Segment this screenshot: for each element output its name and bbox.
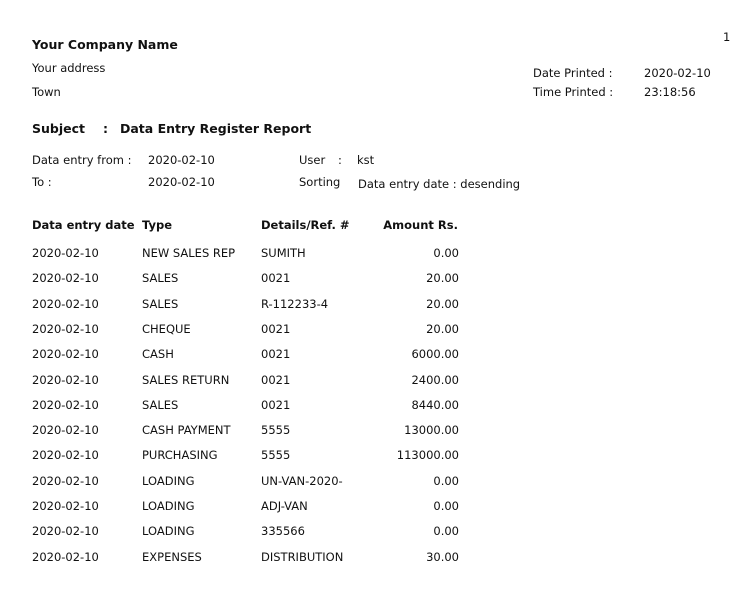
cell-details: DISTRIBUTION [261, 549, 344, 564]
cell-details: R-112233-4 [261, 296, 329, 311]
cell-details: 5555 [261, 448, 291, 463]
to-label: To : [32, 175, 52, 189]
user-separator: : [338, 153, 342, 167]
cell-date: 2020-02-10 [32, 549, 99, 564]
table-row [0, 474, 754, 492]
cell-amount: 13000.00 [404, 423, 459, 438]
company-name: Your Company Name [32, 37, 178, 52]
cell-amount: 0.00 [433, 473, 459, 488]
sorting-value: Data entry date : desending [358, 177, 521, 191]
column-header-date: Data entry date [32, 218, 135, 232]
cell-date: 2020-02-10 [32, 246, 99, 260]
cell-amount: 0.00 [433, 524, 459, 539]
sorting-label: Sorting [299, 175, 341, 189]
table-row [0, 499, 754, 517]
cell-type: CASH [142, 347, 174, 362]
table-row [0, 347, 754, 365]
date-printed-value: 2020-02-10 [644, 66, 711, 80]
cell-date: 2020-02-10 [32, 423, 99, 438]
cell-details: SUMITH [261, 246, 306, 260]
cell-amount: 20.00 [426, 321, 459, 336]
table-row [0, 322, 754, 340]
cell-date: 2020-02-10 [32, 524, 99, 539]
column-header-amount: Amount Rs. [383, 218, 458, 232]
table-row [0, 524, 754, 542]
cell-details: 0021 [261, 397, 291, 412]
cell-type: SALES [142, 397, 179, 412]
cell-amount: 113000.00 [396, 448, 459, 463]
cell-details: 0021 [261, 347, 291, 362]
time-printed-label: Time Printed : [533, 85, 614, 99]
table-row [0, 297, 754, 315]
cell-amount: 2400.00 [411, 372, 459, 387]
cell-date: 2020-02-10 [32, 448, 99, 463]
user-value: kst [357, 153, 375, 167]
date-printed-label: Date Printed : [533, 66, 613, 80]
table-row [0, 398, 754, 416]
cell-amount: 20.00 [426, 271, 459, 286]
cell-details: 0021 [261, 372, 291, 387]
page-number: 1 [723, 30, 731, 44]
cell-amount: 20.00 [426, 296, 459, 311]
table-row [0, 271, 754, 289]
table-row [0, 373, 754, 391]
cell-type: SALES RETURN [142, 372, 230, 387]
cell-type: LOADING [142, 524, 195, 539]
cell-type: LOADING [142, 473, 195, 488]
cell-date: 2020-02-10 [32, 347, 99, 362]
cell-date: 2020-02-10 [32, 397, 99, 412]
table-row [0, 448, 754, 466]
cell-details: ADJ-VAN [261, 499, 308, 513]
cell-date: 2020-02-10 [32, 499, 99, 513]
subject-label: Subject [32, 121, 85, 136]
cell-amount: 30.00 [426, 549, 459, 564]
column-header-details: Details/Ref. # [261, 218, 350, 232]
table-row [0, 550, 754, 568]
cell-amount: 8440.00 [411, 397, 459, 412]
subject-separator: : [103, 121, 108, 136]
time-printed-value: 23:18:56 [644, 85, 696, 99]
cell-type: CHEQUE [142, 321, 191, 336]
from-value: 2020-02-10 [148, 153, 215, 167]
cell-details: UN-VAN-2020- [261, 473, 343, 488]
table-row [0, 423, 754, 441]
cell-details: 0021 [261, 321, 291, 336]
cell-type: CASH PAYMENT [142, 423, 231, 438]
cell-details: 335566 [261, 524, 305, 539]
cell-details: 5555 [261, 423, 291, 438]
cell-amount: 6000.00 [411, 347, 459, 362]
cell-amount: 0.00 [433, 246, 459, 260]
cell-date: 2020-02-10 [32, 271, 99, 286]
subject-value: Data Entry Register Report [120, 121, 312, 136]
cell-date: 2020-02-10 [32, 473, 99, 488]
from-label: Data entry from : [32, 153, 132, 167]
table-row [0, 246, 754, 264]
cell-type: SALES [142, 271, 179, 286]
column-header-type: Type [142, 218, 173, 232]
cell-date: 2020-02-10 [32, 372, 99, 387]
to-value: 2020-02-10 [148, 175, 215, 189]
company-town: Town [32, 85, 61, 99]
user-label: User [299, 153, 326, 167]
cell-date: 2020-02-10 [32, 321, 99, 336]
cell-date: 2020-02-10 [32, 296, 99, 311]
company-address: Your address [32, 61, 106, 75]
cell-type: PURCHASING [142, 448, 218, 463]
cell-type: SALES [142, 296, 179, 311]
cell-amount: 0.00 [433, 499, 459, 513]
cell-type: EXPENSES [142, 549, 202, 564]
cell-details: 0021 [261, 271, 291, 286]
cell-type: NEW SALES REP [142, 246, 236, 260]
cell-type: LOADING [142, 499, 195, 513]
